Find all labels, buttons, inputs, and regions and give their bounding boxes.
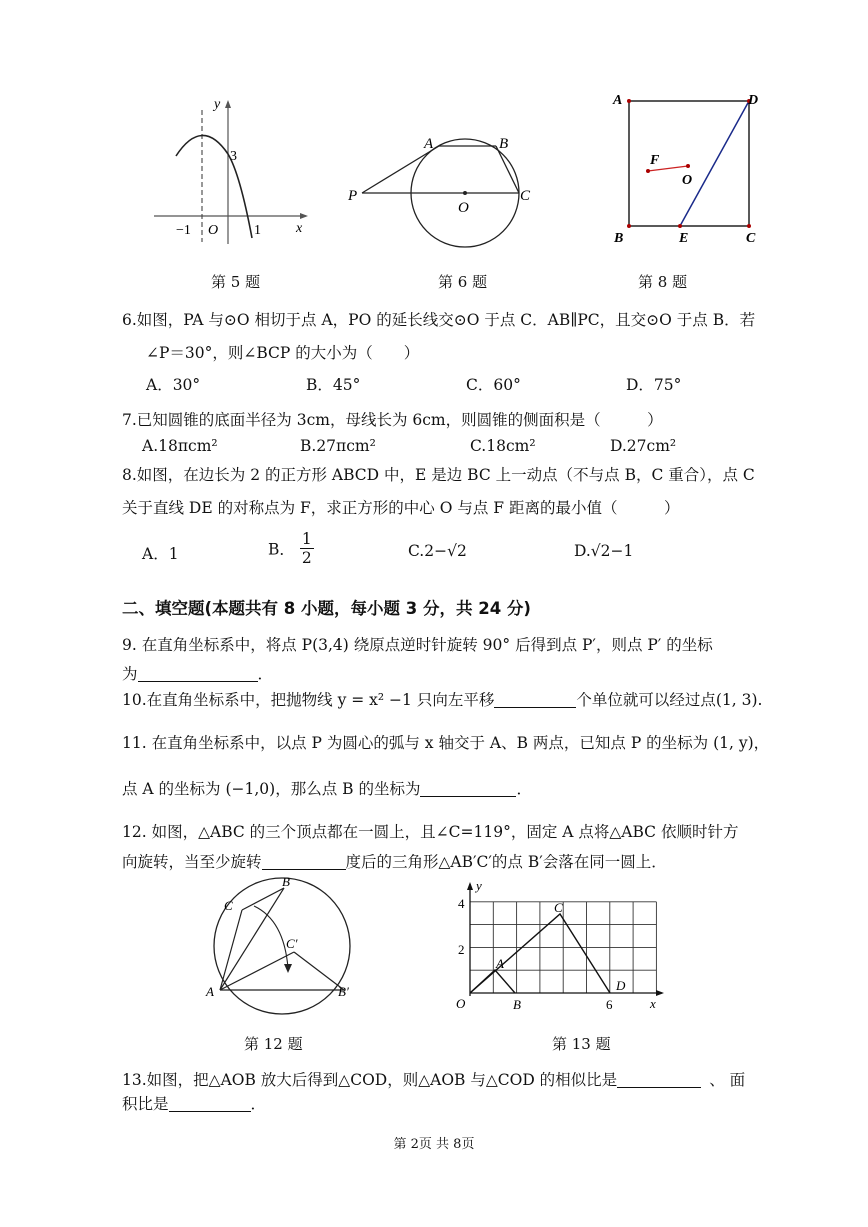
q11-answer-blank[interactable] xyxy=(420,780,516,797)
label-1: 1 xyxy=(254,223,261,238)
figure-12-circle-rotation xyxy=(198,872,368,1022)
label-B: B xyxy=(513,997,521,1012)
fraction-numerator: 1 xyxy=(301,530,312,548)
figure-8-caption: 第 8 题 xyxy=(638,273,688,291)
q13-ratio-blank[interactable] xyxy=(617,1071,701,1088)
label-C: C xyxy=(520,188,531,204)
q10-pre: 10.在直角坐标系中，把抛物线 y = x² −1 只向左平移 xyxy=(122,691,495,709)
label-C: C xyxy=(746,231,756,246)
section-2-title: 二、填空题(本题共有 8 小题，每小题 3 分，共 24 分) xyxy=(122,599,531,618)
q12-line2-pre: 向旋转，当至少旋转 xyxy=(122,853,262,871)
q13-line2: 积比是 ． xyxy=(122,1095,267,1113)
q9-line1: 9. 在直角坐标系中，将点 P(3,4) 绕原点逆时针旋转 90° 后得到点 P′，则点 P′ 的坐标 xyxy=(122,636,713,654)
q13-line1-post: 、 面 xyxy=(709,1071,746,1089)
label-B: B xyxy=(282,874,290,889)
q6-option-a: A．30° xyxy=(146,376,201,394)
figure-13-grid xyxy=(450,878,670,1018)
q6-line1: 6.如图，PA 与⊙O 相切于点 A，PO 的延长线交⊙O 于点 C．AB∥PC，且交⊙O 于点 B．若 xyxy=(122,311,756,329)
q8-option-b-prefix: B． xyxy=(268,540,295,559)
label-A: A xyxy=(496,956,504,971)
q7-option-c: C.18cm² xyxy=(470,437,536,455)
q8-option-a: A．1 xyxy=(142,545,179,563)
label-O: O xyxy=(456,996,466,1011)
figure-6-circle-tangent xyxy=(344,130,534,260)
q11-line1: 11. 在直角坐标系中，以点 P 为圆心的弧与 x 轴交于 A、B 两点，已知点 P 的坐标为 (1, y)， xyxy=(122,734,770,752)
label-6: 6 xyxy=(606,997,613,1012)
label-P: P xyxy=(348,188,358,204)
q13-line2-text: 积比是 xyxy=(122,1095,169,1113)
label-y: y xyxy=(476,878,482,893)
q9-answer-blank[interactable] xyxy=(138,665,258,682)
label-F: F xyxy=(650,153,660,168)
label-4: 4 xyxy=(458,896,465,911)
q10-line xyxy=(122,688,762,710)
figure-12-caption: 第 12 题 xyxy=(244,1035,303,1053)
label-x: x xyxy=(650,996,656,1011)
q8-option-d: D.√2−1 xyxy=(574,542,634,560)
label-O: O xyxy=(208,223,219,238)
q12-answer-blank[interactable] xyxy=(262,853,346,870)
label-D: D xyxy=(748,93,759,108)
label-C: C xyxy=(224,898,233,913)
label-A: A xyxy=(613,93,623,108)
q8-option-c: C.2−√2 xyxy=(408,542,467,560)
q12-line2-post: 度后的三角形△AB′C′的点 B′会落在同一圆上． xyxy=(345,853,667,871)
q9-line2-text: 为 xyxy=(122,665,138,683)
q8-line1: 8.如图，在边长为 2 的正方形 ABCD 中，E 是边 BC 上一动点（不与点 B，C 重合），点 C xyxy=(122,466,755,484)
q8-option-b xyxy=(268,530,314,567)
q13-line1-pre: 13.如图，把△AOB 放大后得到△COD，则△AOB 与△COD 的相似比是 xyxy=(122,1071,618,1089)
q6-option-c: C．60° xyxy=(466,376,521,394)
q7-option-b: B.27πcm² xyxy=(300,437,376,455)
q7-option-d: D.27cm² xyxy=(610,437,677,455)
q9-line2: 为 ． xyxy=(122,665,274,683)
label-2: 2 xyxy=(458,942,465,957)
label-A: A xyxy=(206,984,214,999)
q13-line1 xyxy=(122,1068,745,1090)
label-O: O xyxy=(458,200,469,216)
label-Bp: B′ xyxy=(338,984,349,999)
figure-5-parabola xyxy=(148,96,316,246)
figure-6-caption: 第 6 题 xyxy=(438,273,488,291)
q12-line2 xyxy=(122,850,667,872)
q11-line2: 点 A 的坐标为 (−1,0)，那么点 B 的坐标为 ． xyxy=(122,780,532,798)
figure-5-caption: 第 5 题 xyxy=(211,273,261,291)
q6-option-b: B．45° xyxy=(306,376,361,394)
q7-line1: 7.已知圆锥的底面半径为 3cm，母线长为 6cm，则圆锥的侧面积是（ ） xyxy=(122,411,663,429)
figure-8-square xyxy=(608,88,778,248)
q8-line2: 关于直线 DE 的对称点为 F，求正方形的中心 O 与点 F 距离的最小值（ ） xyxy=(122,499,680,517)
label-B: B xyxy=(499,136,509,152)
label-E: E xyxy=(679,231,689,246)
label-O: O xyxy=(682,173,693,188)
page-footer: 第 2页 共 8页 xyxy=(393,1137,475,1152)
q12-line1: 12. 如图，△ABC 的三个顶点都在一圆上，且∠C=119°，固定 A 点将△ABC 依顺时针方 xyxy=(122,823,739,841)
label-x: x xyxy=(296,221,303,236)
q7-option-a: A.18πcm² xyxy=(142,437,218,455)
label-Cp: C′ xyxy=(286,936,298,951)
label-A: A xyxy=(424,136,434,152)
q6-line2: ∠P＝30°，则∠BCP 的大小为（ ） xyxy=(146,344,420,362)
figure-13-caption: 第 13 题 xyxy=(552,1035,611,1053)
q8-option-b-fraction xyxy=(300,530,314,567)
q6-option-d: D．75° xyxy=(626,376,682,394)
label-neg1: −1 xyxy=(176,223,191,238)
label-D: D xyxy=(616,978,626,993)
fraction-denominator: 2 xyxy=(301,549,312,567)
label-3: 3 xyxy=(230,149,237,164)
q11-line2-text: 点 A 的坐标为 (−1,0)，那么点 B 的坐标为 xyxy=(122,780,421,798)
q10-answer-blank[interactable] xyxy=(494,691,576,708)
label-C: C xyxy=(554,900,563,915)
label-y: y xyxy=(214,97,221,112)
q13-area-blank[interactable] xyxy=(169,1095,251,1112)
q10-post: 个单位就可以经过点(1, 3). xyxy=(576,691,763,709)
label-B: B xyxy=(614,231,624,246)
